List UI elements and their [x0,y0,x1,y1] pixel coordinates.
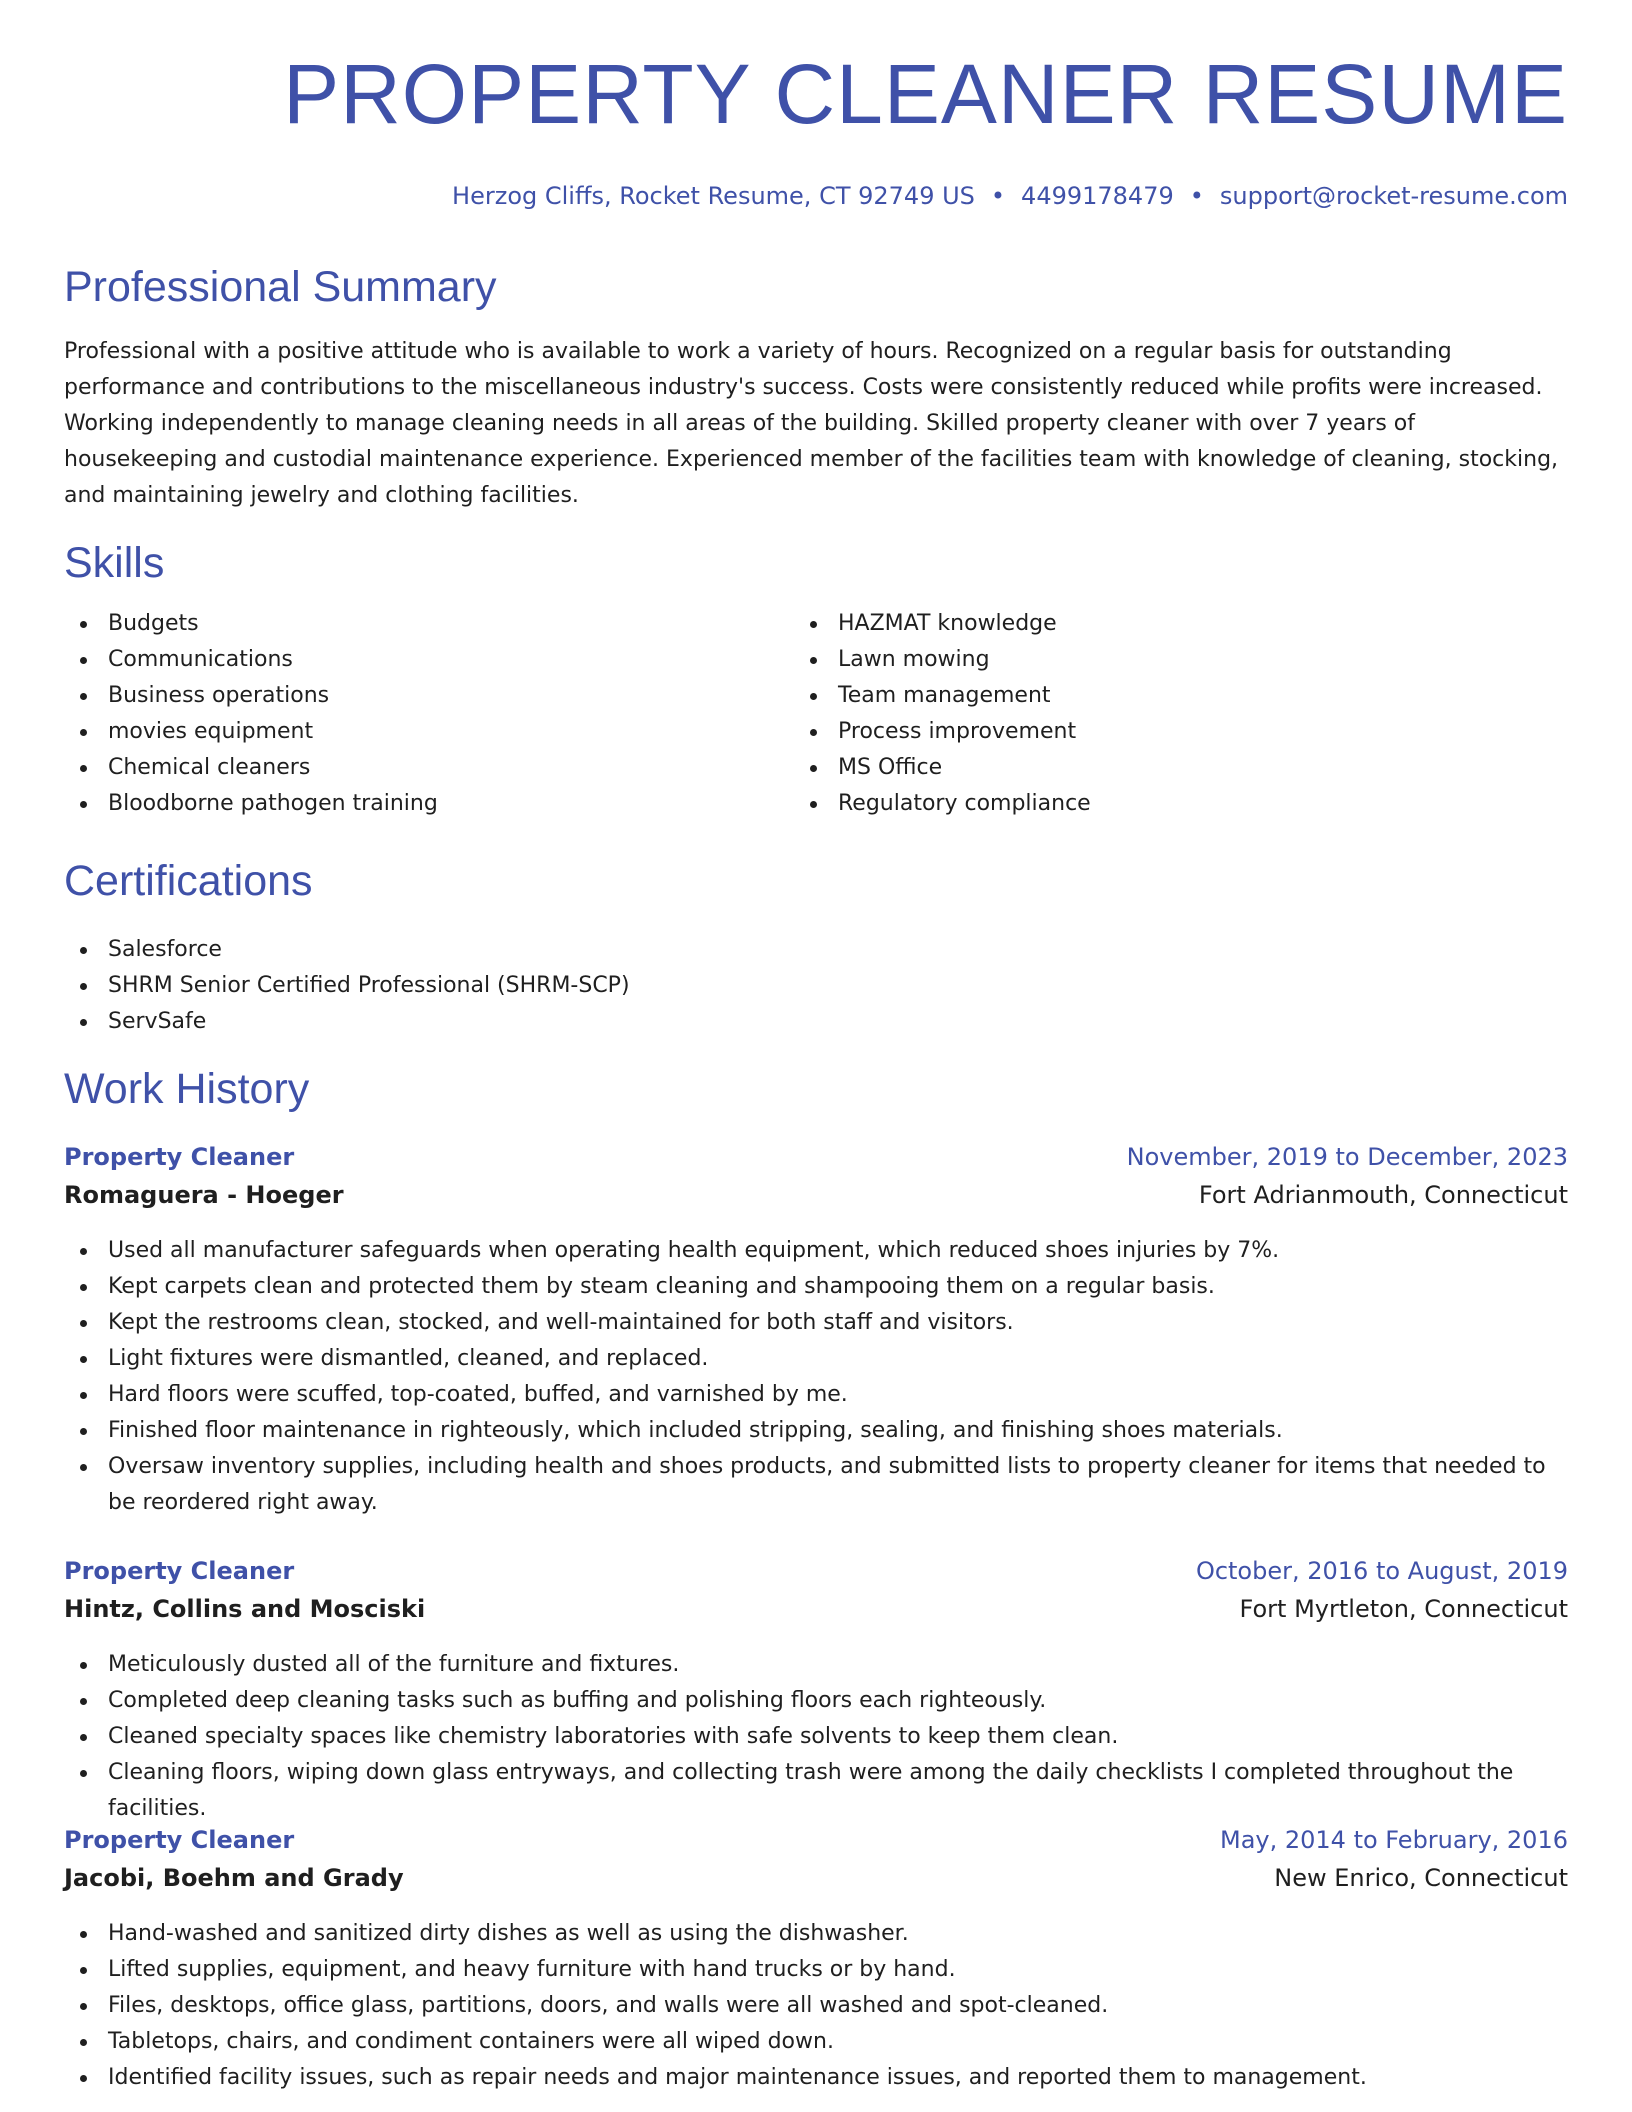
job-entry [64,1143,1568,1521]
skills-list-left [64,606,764,822]
job-company: Jacobi, Boehm and Grady [64,1864,404,1892]
list-item: Finished floor maintenance in righteously, which included stripping, sealing, and finishing shoes materials. [64,1413,1568,1449]
list-item: Budgets [64,606,764,642]
list-item: Communications [64,642,764,678]
list-item: Chemical cleaners [64,750,764,786]
job-entry [64,1826,1568,2096]
job-title: Property Cleaner [64,1557,295,1585]
list-item: Bloodborne pathogen training [64,786,764,822]
list-item: Cleaned specialty spaces like chemistry laboratories with safe solvents to keep them clean. [64,1719,1568,1755]
contact-email[interactable]: support@rocket-resume.com [1219,182,1568,210]
list-item: Lifted supplies, equipment, and heavy furniture with hand trucks or by hand. [64,1952,1568,1988]
job-dates: October, 2016 to August, 2019 [1195,1557,1568,1585]
list-item: Kept the restrooms clean, stocked, and well-maintained for both staff and visitors. [64,1305,1568,1341]
skills-list-right [794,606,1494,822]
job-location: New Enrico, Connecticut [1274,1864,1568,1892]
list-item: movies equipment [64,714,764,750]
job-dates: May, 2014 to February, 2016 [1220,1826,1568,1854]
job-company: Romaguera - Hoeger [64,1181,344,1209]
list-item: Light fixtures were dismantled, cleaned, and replaced. [64,1341,1568,1377]
list-item: Kept carpets clean and protected them by steam cleaning and shampooing them on a regular basis. [64,1269,1568,1305]
list-item: Hard floors were scuffed, top-coated, buffed, and varnished by me. [64,1377,1568,1413]
list-item: Cleaning floors, wiping down glass entryways, and collecting trash were among the daily checklists I completed throughout the facilities. [64,1755,1568,1827]
job-company: Hintz, Collins and Mosciski [64,1595,426,1623]
list-item: Process improvement [794,714,1494,750]
job-dates: November, 2019 to December, 2023 [1126,1143,1568,1171]
job-title: Property Cleaner [64,1143,295,1171]
list-item: Lawn mowing [794,642,1494,678]
list-item: Business operations [64,678,764,714]
list-item: ServSafe [64,1004,1464,1040]
list-item: SHRM Senior Certified Professional (SHRM-SCP) [64,968,1464,1004]
list-item: Team management [794,678,1494,714]
list-item: Used all manufacturer safeguards when operating health equipment, which reduced shoes injuries by 7%. [64,1233,1568,1269]
list-item: Files, desktops, office glass, partitions, doors, and walls were all washed and spot-cleaned. [64,1988,1568,2024]
work-history-heading: Work History [64,1065,310,1113]
list-item: Tabletops, chairs, and condiment containers were all wiped down. [64,2024,1568,2060]
job-entry [64,1557,1568,1827]
list-item: Identified facility issues, such as repair needs and major maintenance issues, and reported them to management. [64,2060,1568,2096]
contact-address: Herzog Cliffs, Rocket Resume, CT 92749 US [452,182,975,210]
summary-heading: Professional Summary [64,263,497,311]
job-bullets [64,1233,1568,1521]
list-item: Oversaw inventory supplies, including health and shoes products, and submitted lists to property cleaner for items that needed to be reordered right away. [64,1449,1568,1521]
job-location: Fort Adrianmouth, Connecticut [1198,1181,1568,1209]
contact-separator: • [1189,182,1204,210]
certifications-heading: Certifications [64,857,313,905]
job-bullets [64,1916,1568,2096]
list-item: Regulatory compliance [794,786,1494,822]
skills-heading: Skills [64,539,165,587]
job-location: Fort Myrtleton, Connecticut [1239,1595,1568,1623]
list-item: Salesforce [64,932,1464,968]
list-item: Completed deep cleaning tasks such as buffing and polishing floors each righteously. [64,1683,1568,1719]
summary-text: Professional with a positive attitude who is available to work a variety of hours. Recognized on a regular basis for outstanding performance and contributions to the miscellaneous industry's success. Costs were consistently reduced while profits were increased. Working independently to manage cleaning needs in all areas of the building. Skilled property cleaner with over 7 years of housekeeping and custodial maintenance experience. Experienced member of the facilities team with knowledge of cleaning, stocking, and maintaining jewelry and clothing facilities. [64,339,1559,508]
list-item: Hand-washed and sanitized dirty dishes as well as using the dishwasher. [64,1916,1568,1952]
job-title: Property Cleaner [64,1826,295,1854]
resume-title: PROPERTY CLEANER RESUME [283,47,1568,141]
list-item: HAZMAT knowledge [794,606,1494,642]
list-item: MS Office [794,750,1494,786]
job-bullets [64,1647,1568,1827]
contact-line [452,182,1568,210]
list-item: Meticulously dusted all of the furniture and fixtures. [64,1647,1568,1683]
contact-phone: 4499178479 [1021,182,1174,210]
contact-separator: • [990,182,1006,210]
certifications-list [64,932,1464,1040]
